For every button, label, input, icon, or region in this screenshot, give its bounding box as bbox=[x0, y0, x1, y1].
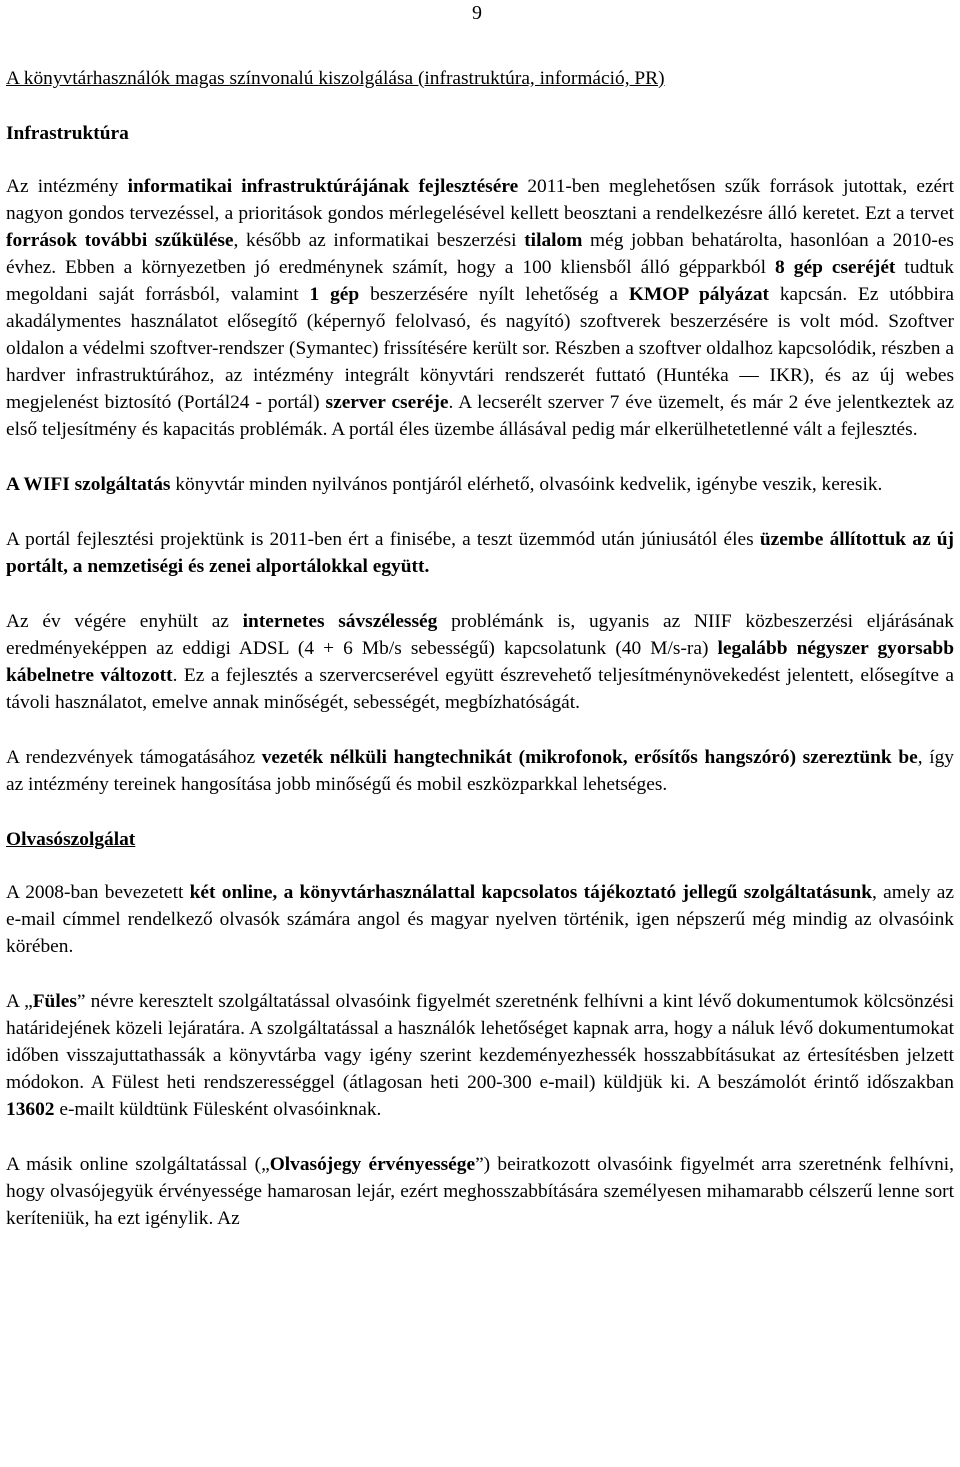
section-heading-reader-service: Olvasószolgálat bbox=[6, 829, 136, 850]
section-heading-main: A könyvtárhasználók magas színvonalú kiszolgálása (infrastruktúra, információ, PR) bbox=[6, 68, 665, 89]
section-heading-infrastructure: Infrastruktúra bbox=[6, 123, 129, 144]
paragraph-bandwidth: Az év végére enyhült az internetes sávszélesség problémánk is, ugyanis az NIIF közbeszerzési eljárásának eredményeképpen az eddigi ADSL (4 + 6 Mb/s sebességű) kapcsolatunk (40 M/s-ra) legalább négyszer gyorsabb kábelnetre változott. Ez a fejlesztés a szervercserével együtt észrevehető teljesítménynövekedést jelentett, elősegítve a távoli használatot, emelve annak minőségét, sebességét, megbízhatóságát. bbox=[6, 611, 954, 713]
paragraph-infrastructure: Az intézmény informatikai infrastruktúrájának fejlesztésére 2011-ben meglehetősen szűk források jutottak, ezért nagyon gondos tervezéssel, a prioritások gondos mérlegelésével kellett beosztani a rendelkezésre álló keretet. Ezt a tervet források további szűkülése, később az informatikai beszerzési tilalom még jobban behatárolta, hasonlóan a 2010-es évhez. Ebben a környezetben jó eredménynek számít, hogy a 100 kliensből álló gépparkból 8 gép cseréjét tudtuk megoldani saját forrásból, valamint 1 gép beszerzésére nyílt lehetőség a KMOP pályázat kapcsán. Ez utóbbira akadálymentes használatot elősegítő (képernyő felolvasó, és nagyító) szoftverek beszerzésére is volt mód. Szoftver oldalon a védelmi szoftver-rendszer (Symantec) frissítésére került sor. Részben a szoftver oldalhoz kapcsolódik, részben a hardver infrastruktúrához, az intézmény integrált könyvtári rendszerét futtató (Huntéka — IKR), és az új webes megjelenést biztosító (Portál24 - portál) szerver cseréje. A lecserélt szerver 7 éve üzemelt, és már 2 éve jelentkeztek az első teljesítmény és kapacitás problémák. A portál éles üzembe állásával pedig már elkerülhetetlenné vált a fejlesztés. bbox=[6, 176, 955, 440]
paragraph-wifi: A WIFI szolgáltatás könyvtár minden nyilvános pontjáról elérhető, olvasóink kedvelik, igénybe veszik, keresik. bbox=[6, 474, 883, 495]
paragraph-fules: A „Füles” névre keresztelt szolgáltatással olvasóink figyelmét szeretnénk felhívni a kint lévő dokumentumok kölcsönzési határidejének közeli lejáratára. A szolgáltatással a használók lehetőséget kapnak arra, hogy a náluk lévő dokumentumokat időben visszajuttathassák a könyvtárba vagy igény szerint kezdeményezhessék hosszabbításukat az értesítésben jelzett módokon. A Fülest heti rendszerességgel (átlagosan heti 200-300 e-mail) küldjük ki. A beszámolót érintő időszakban 13602 e-mailt küldtünk Fülesként olvasóinknak. bbox=[6, 991, 954, 1120]
paragraph-card-validity: A másik online szolgáltatással („Olvasójegy érvényessége”) beiratkozott olvasóink figyelmét arra szeretnénk felhívni, hogy olvasójegyük érvényessége hamarosan lejár, ezért meghosszabbítására személyesen mihamarabb célszerű lenne sort keríteniük, ha ezt igénylik. Az bbox=[6, 1154, 955, 1229]
paragraph-portal: A portál fejlesztési projektünk is 2011-ben ért a finisébe, a teszt üzemmód után júniusától éles üzembe állítottuk az új portált, a nemzetiségi és zenei alportálokkal együtt. bbox=[6, 529, 954, 577]
paragraph-online-services: A 2008-ban bevezetett két online, a könyvtárhasználattal kapcsolatos tájékoztató jellegű szolgáltatásunk, amely az e-mail címmel rendelkező olvasók számára angol és magyar nyelven történik, igen népszerű még mindig az olvasóink körében. bbox=[6, 882, 955, 957]
document-body bbox=[6, 65, 954, 1232]
paragraph-sound: A rendezvények támogatásához vezeték nélküli hangtechnikát (mikrofonok, erősítős hangszóró) szereztünk be, így az intézmény tereinek hangosítása jobb minőségű és mobil eszközparkkal lehetséges. bbox=[6, 747, 954, 795]
page-number: 9 bbox=[472, 2, 482, 24]
